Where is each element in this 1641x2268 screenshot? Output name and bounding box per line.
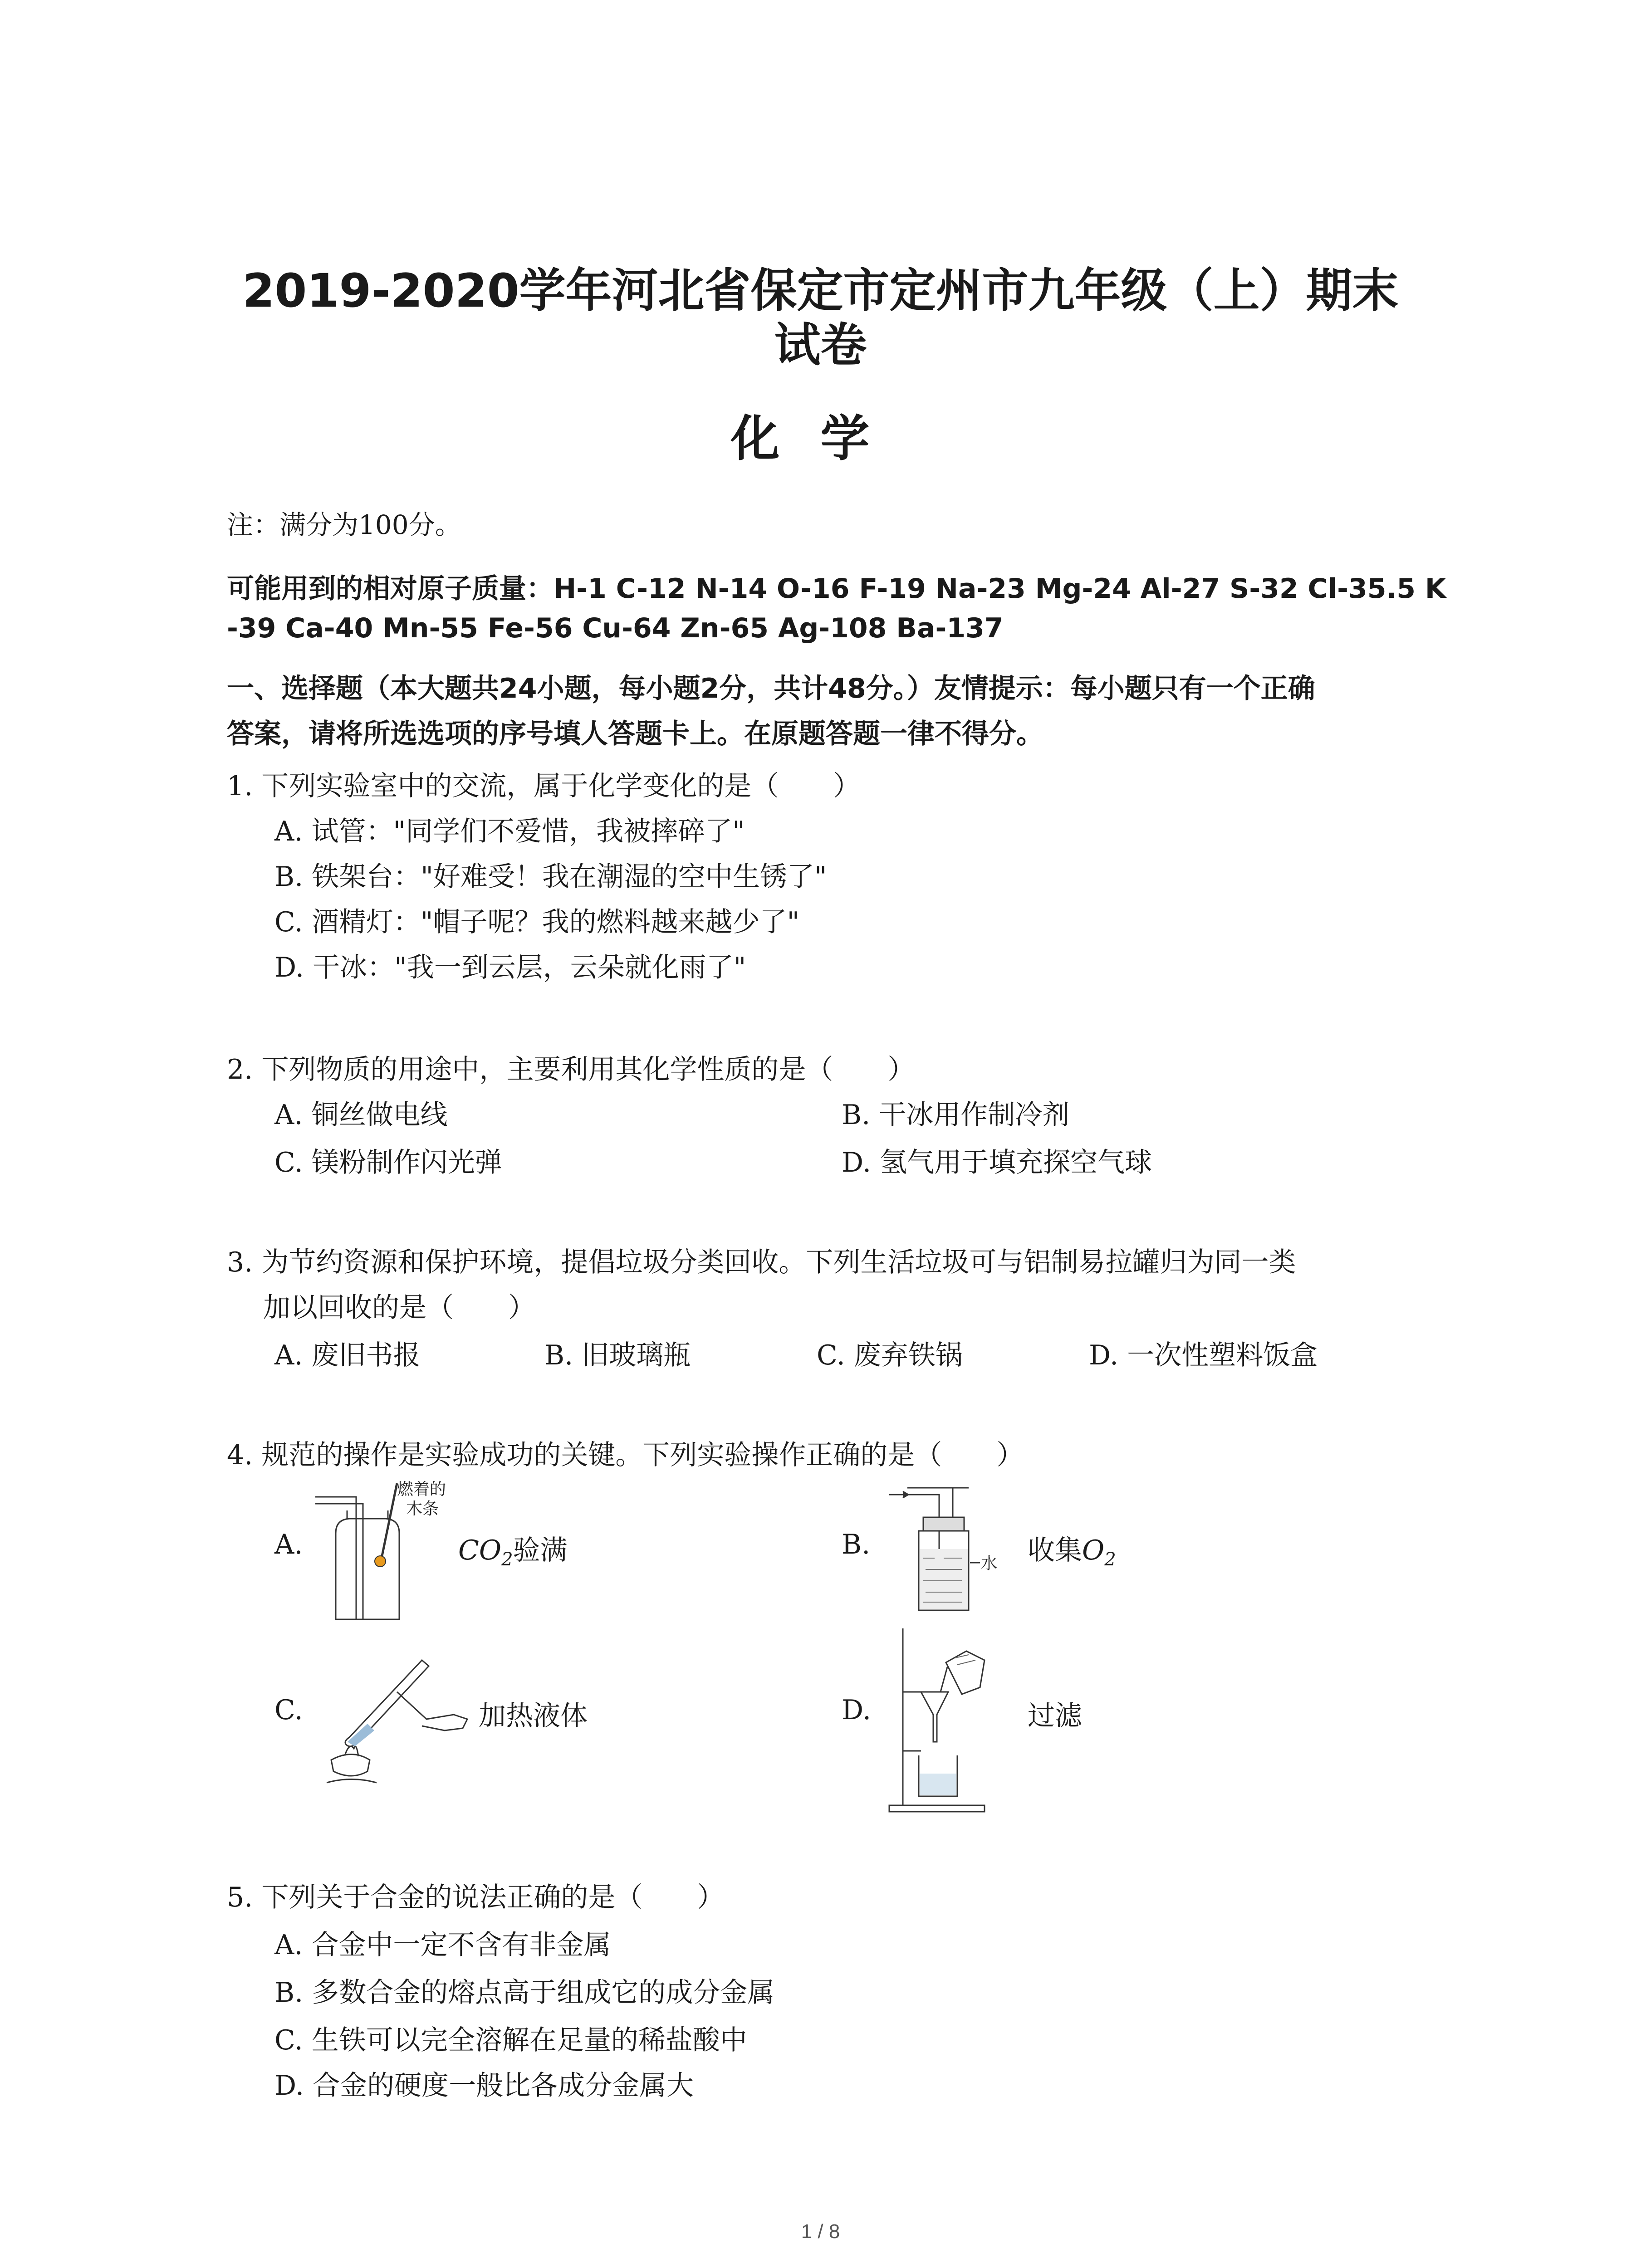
option-a-caption <box>458 1529 568 1570</box>
option-b: B. 旧玻璃瓶 <box>544 1339 691 1371</box>
burning-stick-label-2: 木条 <box>406 1500 439 1518</box>
option-b: B. 干冰用作制冷剂 <box>842 1099 1070 1131</box>
option-d: D. 干冰："我一到云层，云朵就化雨了" <box>274 952 746 983</box>
option-c: C. 生铁可以完全溶解在足量的稀盐酸中 <box>274 2024 747 2056</box>
formula-subscript: 2 <box>501 1549 513 1570</box>
co2-full-test-figure <box>318 1480 446 1628</box>
question-stem: 5. 下列关于合金的说法正确的是（ ） <box>227 1882 725 1913</box>
option-b: B. 铁架台："好难受！我在潮湿的空中生锈了" <box>274 861 827 893</box>
option-c: C. 酒精灯："帽子呢？我的燃料越来越少了" <box>274 906 800 938</box>
formula-o: O <box>1082 1535 1105 1566</box>
question-stem: 2. 下列物质的用途中，主要利用其化学性质的是（ ） <box>227 1054 915 1085</box>
option-d: D. 氢气用于填充探空气球 <box>842 1147 1152 1178</box>
option-b-letter: B. <box>842 1529 871 1560</box>
water-label: 水 <box>981 1554 998 1573</box>
option-a: A. 铜丝做电线 <box>274 1099 448 1131</box>
filtration-figure <box>889 1624 998 1814</box>
atomic-mass-line2: -39 Ca-40 Mn-55 Fe-56 Cu-64 Zn-65 Ag-108 Ba-137 <box>227 612 1004 644</box>
section-heading-line2: 答案，请将所选选项的序号填人答题卡上。在原题答题一律不得分。 <box>227 718 1043 750</box>
gas-collection-bottle-figure <box>889 1483 998 1619</box>
question-stem: 1. 下列实验室中的交流，属于化学变化的是（ ） <box>227 770 861 802</box>
option-c-letter: C. <box>274 1694 303 1726</box>
option-c: C. 镁粉制作闪光弹 <box>274 1147 502 1178</box>
option-a: A. 合金中一定不含有非金属 <box>274 1929 611 1961</box>
option-a: A. 废旧书报 <box>274 1339 421 1371</box>
caption-head: 收集 <box>1028 1535 1082 1566</box>
option-d-caption: 过滤 <box>1028 1700 1082 1732</box>
caption-tail: 验满 <box>513 1535 568 1566</box>
formula-co: CO <box>458 1535 502 1566</box>
section-heading-line1: 一、选择题（本大题共24小题，每小题2分，共计48分。）友情提示：每小题只有一个正确 <box>227 673 1315 704</box>
question-stem-line2: 加以回收的是（ ） <box>263 1292 535 1324</box>
option-c: C. 废弃铁锅 <box>817 1339 963 1371</box>
formula-subscript: 2 <box>1104 1549 1116 1570</box>
option-a-letter: A. <box>274 1529 303 1560</box>
atomic-mass-line1: 可能用到的相对原子质量：H-1 C-12 N-14 O-16 F-19 Na-23 Mg-24 Al-27 S-32 Cl-35.5 K <box>227 573 1446 605</box>
option-d: D. 一次性塑料饭盒 <box>1089 1339 1318 1371</box>
burning-stick-label-1: 燃着的 <box>397 1480 446 1499</box>
question-stem: 4. 规范的操作是实验成功的关键。下列实验操作正确的是（ ） <box>227 1439 1024 1471</box>
option-c-caption: 加热液体 <box>479 1700 588 1732</box>
heating-liquid-figure <box>318 1651 472 1792</box>
option-b-caption <box>1028 1529 1116 1570</box>
page-number: 1 / 8 <box>801 2220 840 2243</box>
score-note: 注：满分为100分。 <box>227 509 461 540</box>
option-a: A. 试管："同学们不爱惜，我被摔碎了" <box>274 816 745 847</box>
exam-title-line2: 试卷 <box>774 318 867 372</box>
option-d: D. 合金的硬度一般比各成分金属大 <box>274 2070 694 2102</box>
subject-title: 化学 <box>730 411 911 467</box>
option-b: B. 多数合金的熔点高于组成它的成分金属 <box>274 1977 775 2009</box>
exam-title-line1: 2019-2020学年河北省保定市定州市九年级（上）期末 <box>242 264 1399 318</box>
question-stem-line1: 3. 为节约资源和保护环境，提倡垃圾分类回收。下列生活垃圾可与铝制易拉罐归为同一类 <box>227 1246 1296 1278</box>
option-d-letter: D. <box>842 1694 872 1726</box>
